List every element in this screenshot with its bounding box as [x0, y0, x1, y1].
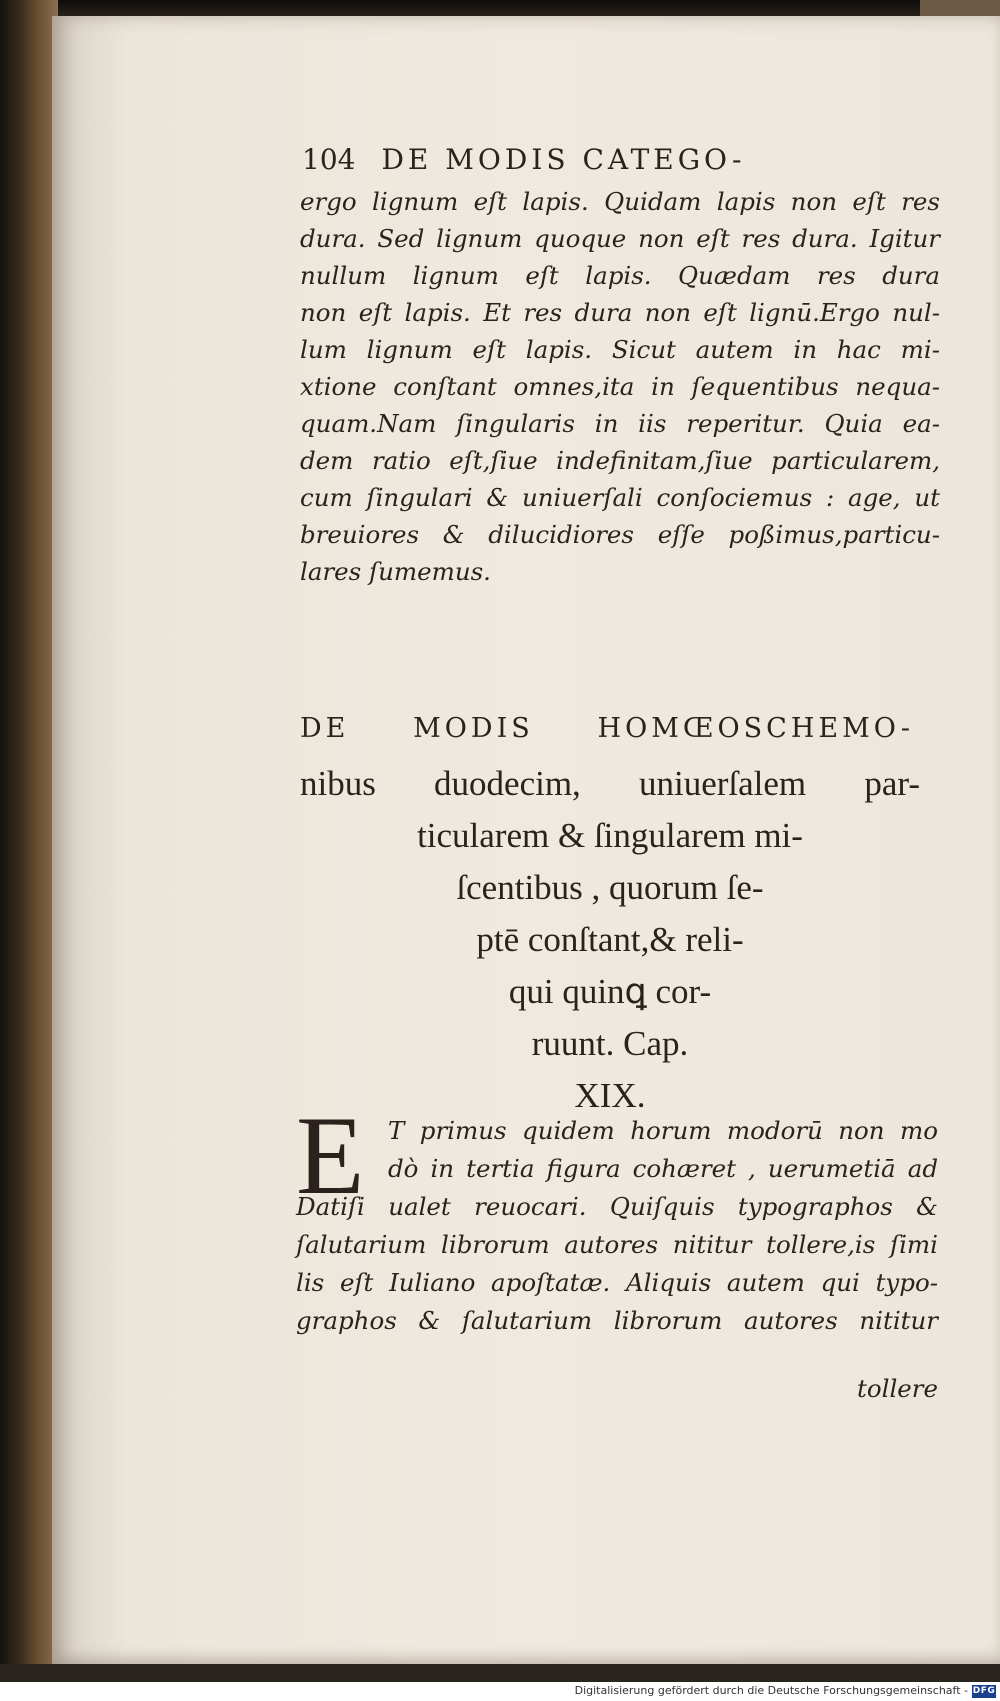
text-line: dura. Sed lignum quoque non eſt res dura. Igitur [300, 224, 940, 253]
book-bottom-edge [0, 1664, 1000, 1682]
text-line: T primus quidem horum modorū non mo [388, 1116, 938, 1145]
heading-line: ſcentibus , quorum ſe- [456, 868, 764, 907]
text-line: non eſt lapis. Et res dura non eſt lignū.Ergo nul- [300, 298, 940, 327]
text-line: dem ratio eſt,ſiue indefinitam,ſiue particularem, [300, 446, 940, 475]
dfg-logo: DFG [972, 1686, 996, 1696]
running-head [302, 143, 862, 176]
chapter-heading-caps: DE MODIS HOMŒOSCHEMO- [300, 713, 914, 744]
running-head-title: DE MODIS CATEGO- [381, 143, 746, 176]
book-binding [0, 0, 58, 1680]
text-line: ſalutarium librorum autores nititur tollere,is ſimi [296, 1230, 938, 1259]
text-line: xtione conſtant omnes,ita in ſequentibus nequa- [300, 372, 940, 401]
heading-line: qui quinꝗ cor- [508, 972, 712, 1011]
text-line: Datiſi ualet reuocari. Quiſquis typographos & [296, 1192, 938, 1221]
text-line: lares ſumemus. [300, 557, 491, 586]
text-line: quam.Nam ſingularis in iis reperitur. Quia ea- [300, 409, 940, 438]
heading-line: nibus duodecim, uniuerſalem par- [300, 764, 920, 803]
text-line: lum lignum eſt lapis. Sicut autem in hac mi- [300, 335, 940, 364]
passage-top [300, 183, 940, 590]
text-line: graphos & ſalutarium librorum autores nititur [296, 1306, 938, 1335]
text-line: nullum lignum eſt lapis. Quædam res dura [300, 261, 940, 290]
heading-line: ptē conſtant,& reli- [476, 920, 744, 959]
footer-credit: Digitalisierung gefördert durch die Deutsche Forschungsgemeinschaft - [574, 1684, 968, 1697]
text-line: lis eſt Iuliano apoſtatæ. Aliquis autem qui typo- [296, 1268, 938, 1297]
text-line: cum ſingulari & uniuerſali conſociemus : age, ut [300, 483, 940, 512]
chapter-number: XIX. [574, 1076, 646, 1115]
chapter-heading [300, 758, 920, 1122]
digitization-footer [0, 1682, 1000, 1701]
text-line: ergo lignum eſt lapis. Quidam lapis non eſt res [300, 187, 940, 216]
text-line: breuiores & dilucidiores eſſe poßimus,particu- [300, 520, 940, 549]
page-number: 104 [302, 143, 356, 176]
drop-cap-initial: E [296, 1094, 365, 1218]
heading-line: ticularem & ſingularem mi- [417, 816, 803, 855]
catchword: tollere [857, 1374, 938, 1403]
text-line: dò in tertia figura cohæret , uerumetiā ad [388, 1154, 938, 1183]
heading-line: ruunt. Cap. [531, 1024, 689, 1063]
